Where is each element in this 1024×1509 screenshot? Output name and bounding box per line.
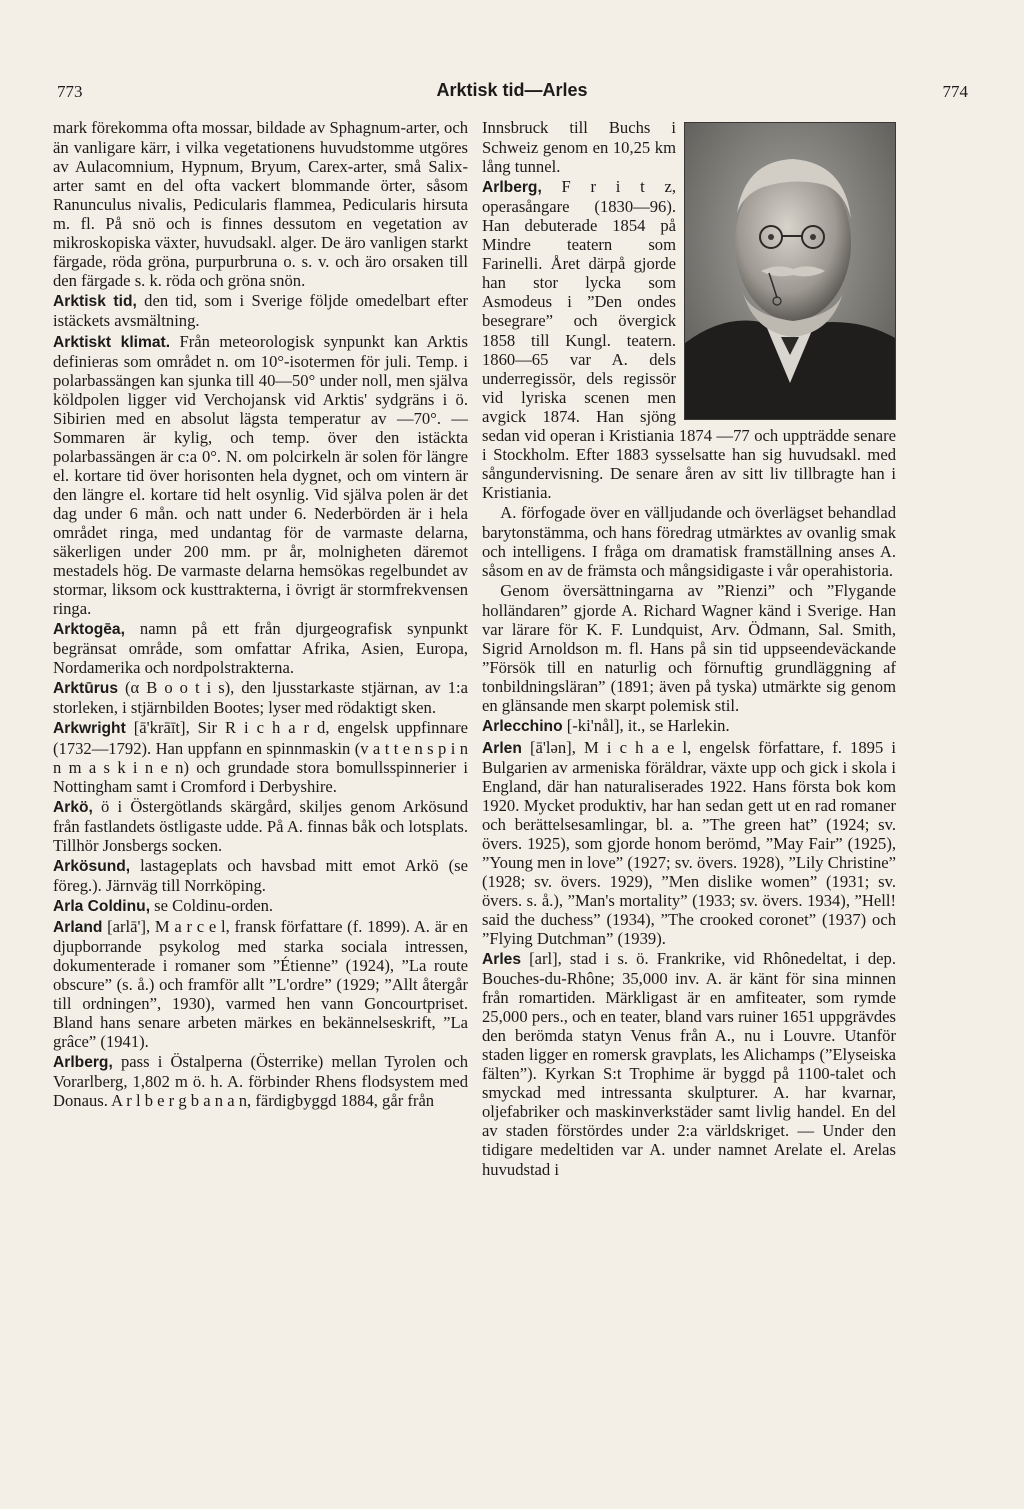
entry-text: [-ki'nål], it., se Harlekin. [562, 716, 730, 736]
entry [53, 1052, 468, 1110]
entry-text: [arlā'], M a r c e l, fransk författare (f. 1899). A. är en djupborrande psykolog med starka sociala intressen, dokumenterade i romaner som ”Étienne” (1924), ”La route obscure” (s. å.) och framför allt ”L'ordre” (1929; ”Allt återgår till ordningen”, 1930), varmed hen vann Goncourtpriset. Bland hans senare arbeten märkes en bekännelseskrift, ”La grâce” (1941). [53, 916, 468, 1052]
entry-text: se Coldinu-orden. [150, 895, 274, 915]
right-column [482, 118, 896, 1179]
entry-text: Innsbruck till Buchs i Schweiz genom en 10,25 km lång tunnel. [482, 118, 676, 177]
left-column [53, 118, 468, 1110]
running-head: Arktisk tid—Arles [436, 80, 588, 100]
entry-text: mark förekomma ofta mossar, bildade av Sphagnum-arter, och än vanligare kärr, i vilka vegetationens huvudstomme utgöres av Aulacomnium, Hypnum, Bryum, Carex-arter, små Salix-arter samt en del ofta vackert blommande örter, såsom Ranunculus nivalis, Pedicularis flammea, Pedicularis hirsuta m. fl. På snö och is finnes dessutom en vegetation av mikroskopiska växter, huvudsakl. alger. De äro vanligen starkt färgade, röda gröna, purpurbruna o. s. v. och äro orsaken till den färgade s. k. röda och gröna snön. [53, 118, 468, 291]
entry-text: A. förfogade över en välljudande och överlägset behandlad barytonstämma, och hans föredrag utmärktes av ovanlig smak och intelligens. I fråga om dramatisk framställning anses A. såsom en av de främsta och mångsidigaste i vår operahistoria. [482, 502, 896, 581]
entry [53, 291, 468, 330]
portrait-photo [684, 122, 896, 420]
headword: Arkö, [53, 798, 93, 816]
headword: Arlecchino [482, 718, 563, 736]
entry-text: lastageplats och havsbad mitt emot Arkö (se föreg.). Järnväg till Norrköping. [53, 855, 468, 895]
entry [53, 332, 468, 619]
entry-text: ö i Östergötlands skärgård, skiljes genom Arkösund från fastlandets östligaste udde. På A. finnas båk och lotsplats. Tillhör Jonsbergs socken. [53, 796, 468, 855]
headword: Arktisk tid, [53, 293, 137, 311]
headword: Arla Coldinu, [53, 897, 151, 915]
entry [482, 503, 896, 580]
headword: Arlberg, [53, 1054, 113, 1072]
headword: Arkösund, [53, 857, 131, 875]
entry [53, 118, 468, 290]
headword: Arktiskt klimat. [53, 333, 171, 351]
headword: Arlberg, [482, 179, 542, 197]
entry [53, 619, 468, 677]
entry-text: namn på ett från djurgeografisk synpunkt begränsat område, som omfattar Afrika, Asien, Europa, Nordamerika och nordpolstrakterna. [53, 619, 468, 678]
entry [53, 856, 468, 895]
entry-text: pass i Östalperna (Österrike) mellan Tyrolen och Vorarlberg, 1,802 m ö. h. A. förbinder Rhens flodsystem med Donaus. A r l b e r g b a n a n, färdigbyggd 1884, går från [53, 1052, 468, 1111]
entry [482, 738, 896, 949]
headword: Arktūrus [53, 680, 118, 698]
entry [482, 949, 896, 1179]
entry [482, 716, 896, 736]
headword: Arktogēa, [53, 621, 125, 639]
entry [53, 896, 468, 916]
entry-text: Genom översättningarna av ”Rienzi” och ”Flygande holländaren” gjorde A. Richard Wagner känd i Sverige. Han var lärare för K. F. Lundquist, Arv. Ödmann, Sal. Smith, Sigrid Arnoldson m. fl. Hans på sin tid uppseendeväckande ”Försök till en naturlig och förnuftig grundläggning af tonbildningsläran” (1891; även på tyska) utmärkte sig genom en glänsande men skarpt polemisk stil. [482, 581, 896, 716]
entry [53, 718, 468, 795]
entry-text: [ā'lən], M i c h a e l, engelsk författare, f. 1895 i Bulgarien av armeniska föräldrar, växte upp och gick i skola i England, där han naturaliserades 1922. Hans första bok kom 1920. Mycket produktiv, har han sedan gett ut en rad romaner och berättelsesamlingar, bl. a. ”The green hat” (1924; sv. övers. 1925), som gjorde honom berömd, ”May Fair” (1925), ”Young men in love” (1927; sv. övers. 1928), ”Lily Christine” (1928; sv. övers. 1929), ”Men dislike women” (1931; sv. övers. s. å.), ”Man's mortality” (1933; sv. övers. 1934), ”Hell! said the duchess” (1934), ”The crooked coronet” (1937) och ”Flying Dutchman” (1939). [482, 737, 896, 948]
entry-text: (α B o o t i s), den ljusstarkaste stjärnan, av 1:a storleken, i stjärnbilden Bootes; lyser med rödaktigt sken. [53, 678, 468, 718]
entry-text: [arl], stad i s. ö. Frankrike, vid Rhônedeltat, i dep. Bouches-du-Rhône; 35,000 inv. A. är känt för sina minnen från romartiden. Märkligast är en amfiteater, som rymde 25,000 pers., och en teater, bland vars ruiner 1651 uppgrävdes den berömda statyn Venus från A., nu i Louvre. Utanför staden ligger en romersk gravplats, les Alichamps (”Elyseiska fälten”). Kyrkan S:t Trophime är byggd på 1100-talet och smyckad med intressanta skulpturer. A. har kvarnar, oljefabriker och maskinverkstäder samt livlig handel. En del av staden förstördes under 2:a världskriget. — Under den tidigare medeltiden var A. under namnet Arelate el. Arelas huvudstad i [482, 949, 896, 1179]
entry-text: den tid, som i Sverige följde omedelbart efter istäckets avsmältning. [53, 291, 469, 331]
page-number-left: 773 [57, 82, 83, 101]
headword: Arlen [482, 739, 522, 757]
entry [53, 678, 468, 717]
headword: Arkwright [53, 720, 126, 738]
entry [482, 581, 896, 715]
entry-text: [ā'krāīt], Sir R i c h a r d, engelsk uppfinnare (1732—1792). Han uppfann en spinnmaskin (v a t t e n s p i n n m a s k i n e n) och grundade stora bomullsspinnerier i Nottingham samt i Cromford i Derbyshire. [53, 718, 468, 796]
entry-text: Från meteorologisk synpunkt kan Arktis definieras som området n. om 10°-isotermen för juli. Temp. i polarbassängen kan sjunka till 40—50° under noll, men själva köldpolen ligger vid Verchojansk vid Arktis' sydgräns i ö. Sibirien med en absolut lägsta temperatur av —70°. — Sommaren är kylig, och temp. över den istäckta polarbassängen är c:a 0°. N. om polcirkeln är solen för längre el. kortare tid över horisonten hela dygnet, och om vintern är den längre el. kortare tid helt osynlig. Vid själva polen är det dag under 6 mån. och natt under 6. Nederbörden är i hela området ringa, med undantag för de varmaste delarna, säkerligen under 200 mm. pr år, molnigheten däremot mestadels hög. De varmaste delarna hemsökas regelbundet av stormar, liksom ock kusttrakterna, i övrigt är stormfrekvensen ringa. [53, 331, 468, 619]
portrait-illustration [685, 123, 895, 419]
headword: Arland [53, 918, 103, 936]
entry-text: F r i t z, operasångare (1830—96). Han debuterade 1854 på Mindre teatern som Farinelli. Året därpå gjorde han stor lycka som Asmodeus i ”Den ondes besegrare” och övergick 1858 till Kungl. teatern. 1860—65 var A. dels underregissör, dels regissör vid lyriska scenen men avgick 1874. Han sjöng sedan vid operan i Kristiania 1874 —77 och uppträdde senare i Stockholm. Efter 1883 sysselsatte han sig huvudsakl. med sångundervisning. De senare åren av sitt liv tillbragte han i Kristiania. [482, 177, 896, 502]
headword: Arles [482, 951, 522, 969]
page-number-right: 774 [942, 82, 968, 101]
entry [53, 797, 468, 855]
entry [53, 917, 468, 1051]
